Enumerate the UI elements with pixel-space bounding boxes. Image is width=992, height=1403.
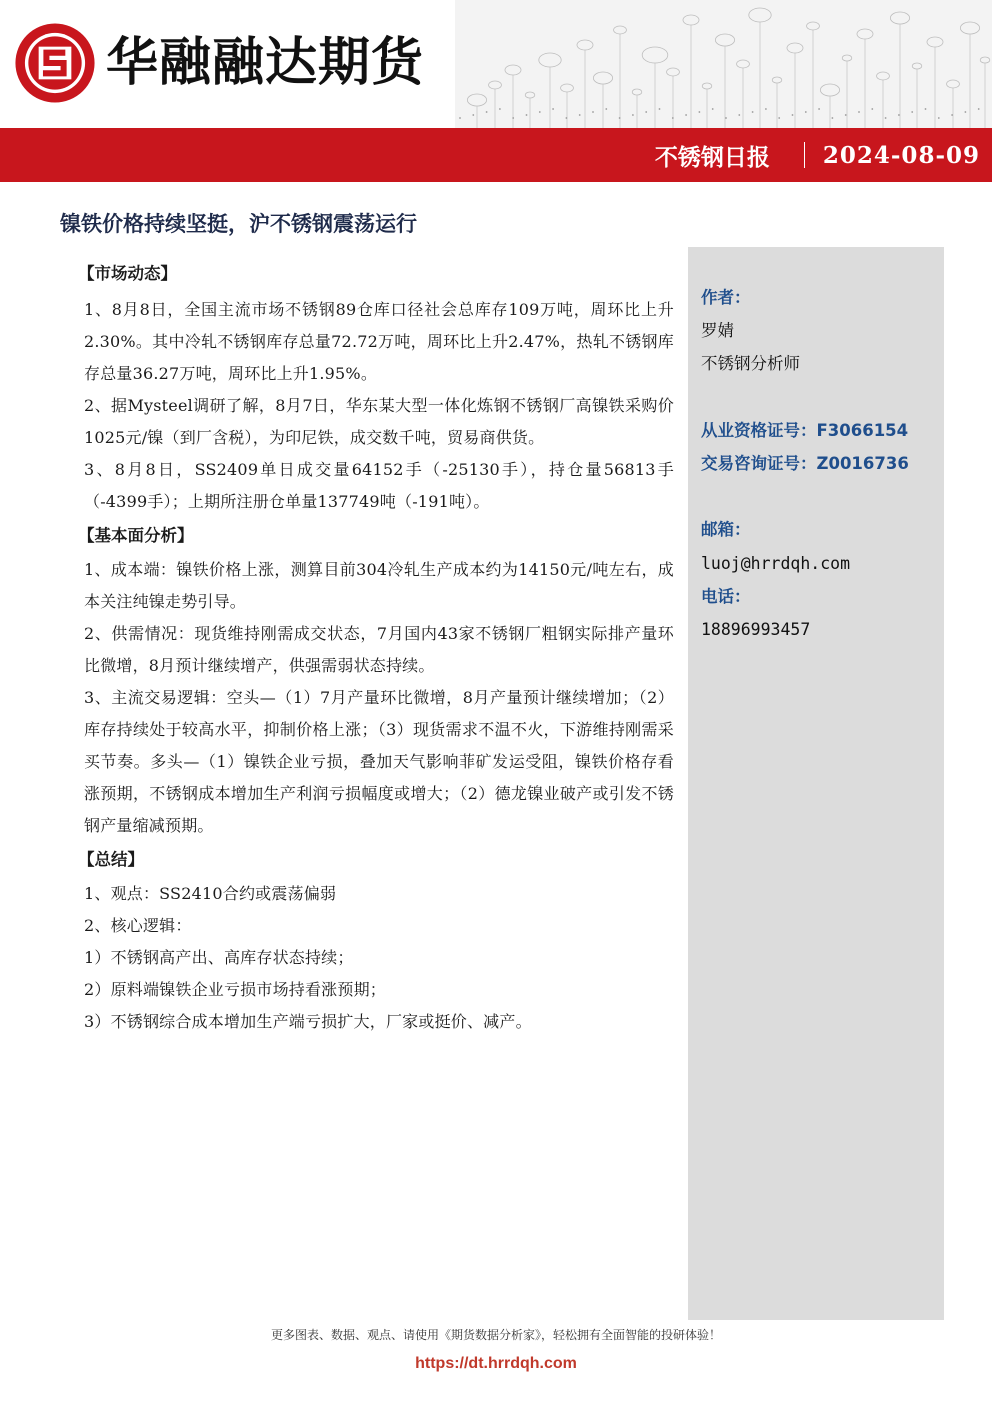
header-decoration <box>455 0 992 128</box>
brand-logo <box>12 18 424 108</box>
report-body <box>78 258 674 1038</box>
report-date: 2024-08-09 <box>822 141 980 169</box>
footer-note: 更多图表、数据、观点、请使用《期货数据分析家》，轻松拥有全面智能的投研体验！ <box>270 1328 721 1342</box>
consult-label: 交易咨询证号： <box>701 454 817 473</box>
footer-link[interactable]: https://dt.hrrdqh.com <box>415 1355 577 1372</box>
author-name: 罗婧 <box>701 321 734 340</box>
report-type: 不锈钢日报 <box>654 144 770 171</box>
section-market <box>78 258 674 518</box>
report-banner <box>0 128 992 182</box>
email-label: 邮箱： <box>701 520 751 539</box>
paragraph: 3、8月8日，SS2409单日成交量64152手（-25130手），持仓量56813手（-4399手）；上期所注册仓单量137749吨（-191吨）。 <box>84 460 674 511</box>
paragraph: 3）不锈钢综合成本增加生产端亏损扩大，厂家或挺价、减产。 <box>84 1012 532 1031</box>
author-role: 不锈钢分析师 <box>701 354 800 373</box>
banner-divider <box>804 142 805 168</box>
paragraph: 2、据Mysteel调研了解，8月7日，华东某大型一体化炼钢不锈钢厂高镍铁采购价1025元/镍（到厂含税），为印尼铁，成交数千吨，贸易商供货。 <box>84 396 674 447</box>
phone-label: 电话： <box>701 587 751 606</box>
section-heading: 【市场动态】 <box>78 264 177 283</box>
section-summary <box>78 844 674 1038</box>
section-fundamentals <box>78 520 674 842</box>
license-row <box>701 420 908 442</box>
phone-number: 18896993457 <box>701 620 811 639</box>
header-band <box>0 0 992 128</box>
author-sidebar <box>688 247 944 1320</box>
author-label: 作者： <box>701 288 751 307</box>
paragraph: 1）不锈钢高产出、高库存状态持续； <box>84 948 354 967</box>
paragraph: 1、成本端：镍铁价格上涨，测算目前304冷轧生产成本约为14150元/吨左右，成本关注纯镍走势引导。 <box>84 560 674 611</box>
paragraph: 2）原料端镍铁企业亏损市场持看涨预期； <box>84 980 386 999</box>
brand-name: 华融融达期货 <box>106 33 425 93</box>
brand-logo-icon <box>12 20 98 106</box>
page-title: 镍铁价格持续坚挺，沪不锈钢震荡运行 <box>60 212 417 236</box>
paragraph: 2、核心逻辑： <box>84 916 192 935</box>
paragraph: 1、观点：SS2410合约或震荡偏弱 <box>84 884 337 903</box>
section-heading: 【基本面分析】 <box>78 526 194 545</box>
license-number: F3066154 <box>816 421 909 440</box>
consult-row <box>701 453 909 475</box>
paragraph: 3、主流交易逻辑：空头—（1）7月产量环比微增，8月产量预计继续增加；（2）库存持续处于较高水平，抑制价格上涨；（3）现货需求不温不火，下游维持刚需采买节奏。多头—（1）镍铁企业亏损，叠加天气影响菲矿发运受阻，镍铁价格存看涨预期，不锈钢成本增加生产利润亏损幅度或增大；（2）德龙镍业破产或引发不锈钢产量缩减预期。 <box>84 688 674 835</box>
email-link[interactable]: luoj@hrrdqh.com <box>701 554 851 573</box>
consult-number: Z0016736 <box>816 454 909 473</box>
paragraph: 2、供需情况：现货维持刚需成交状态，7月国内43家不锈钢厂粗钢实际排产量环比微增，8月预计继续增产，供强需弱状态持续。 <box>84 624 674 675</box>
section-heading: 【总结】 <box>78 850 144 869</box>
paragraph: 1、8月8日，全国主流市场不锈钢89仓库口径社会总库存109万吨，周环比上升2.30%。其中冷轧不锈钢库存总量72.72万吨，周环比上升2.47%，热轧不锈钢库存总量36.27万吨，周环比上升1.95%。 <box>84 300 674 383</box>
license-label: 从业资格证号： <box>701 421 817 440</box>
